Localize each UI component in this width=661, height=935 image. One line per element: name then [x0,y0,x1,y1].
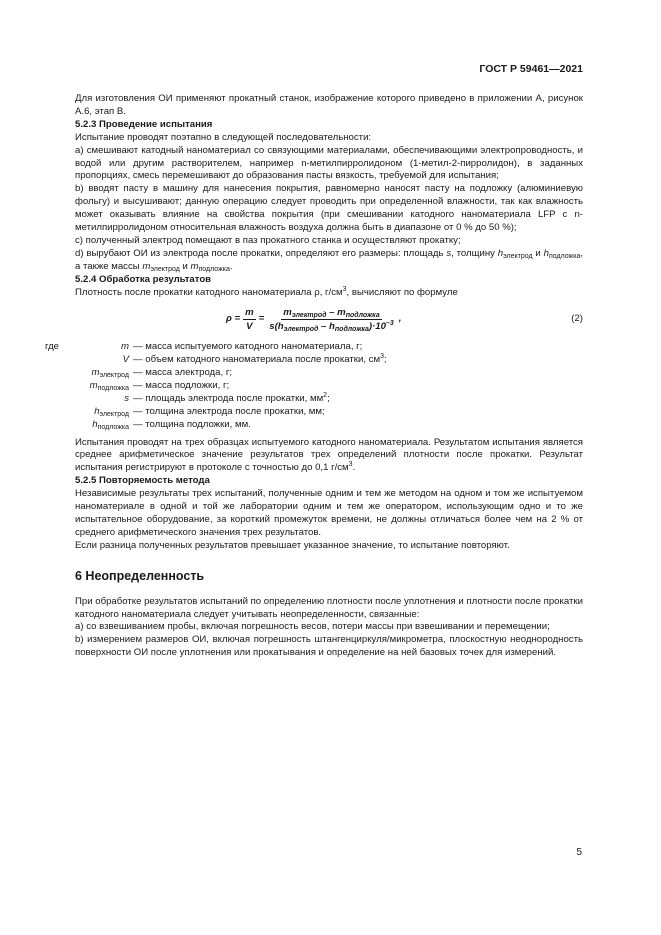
standard-code: ГОСТ Р 59461—2021 [479,63,583,75]
section-5-2-4-lead: Плотность после прокатки катодного наноматериала ρ, $г/см^3$, вычисляют по формуле [75,285,458,298]
legend-description: — масса испытуемого катодного наноматериала, г; [133,340,363,352]
repeat-test-paragraph: Если разница полученных результатов превышает указанное значение, то испытание повторяют. [75,539,510,551]
repeatability-paragraph: Независимые результаты трех испытаний, полученные одним и тем же методом на одном и том же испытуемом наноматериале в одной и той же лаборатории одним и тем же оператором, использующим одно и то же испытательное оборудование, за короткий промежуток времени, не должны отличаться более чем на 2 % от среднего арифметического значения трех результатов. [75,488,583,538]
legend-symbol: $m_{подложка}$ [89,379,129,392]
legend-row [75,366,583,379]
legend-description: — толщина подложки, мм. [133,418,251,430]
section-5-2-5-title: 5.2.5 Повторяемость метода [75,475,210,487]
legend-row [75,379,583,392]
section-6-lead: При обработке результатов испытаний по определению плотности после уплотнения и плотности после прокатки катодного наноматериала следует учитывать неопределенности, связанные: [75,595,583,620]
legend-symbol: $m_{электрод}$ [91,366,129,379]
legend-symbol: $h_{электрод}$ [94,405,129,418]
legend-row [75,392,583,405]
legend-symbol: $h_{подложка}$ [92,418,129,431]
legend-row [75,418,583,431]
legend-symbol: m [121,340,129,352]
density-formula: ρ = $\frac{m}{V}$ = $\frac{m_{электрод} - m_{подложка}}{s(h_{электрод} - h_{подложка})\cdot 10^{-3}}$ , (2) [226,307,583,333]
section-6-title: 6 Неопределенность [75,568,205,583]
legend-row [75,353,583,366]
section-5-2-4-title: 5.2.4 Обработка результатов [75,273,212,285]
legend-row [75,340,583,353]
legend-description: — площадь электрода после прокатки, $мм^2$; [133,391,330,404]
legend-description: — масса подложки, г; [133,379,230,391]
section-5-2-3-lead: Испытание проводят поэтапно в следующей последовательности: [75,131,372,143]
result-paragraph: Испытания проводят на трех образцах испытуемого катодного наноматериала. Результатом испытания является среднее арифметическое значение результатов трех определений плотности после прокатки. Результат испытания регистрируют в протоколе с точностью до 0,1 $г/см^3$. [75,436,583,474]
formula-number: (2) [571,312,583,324]
page-number: 5 [576,847,582,858]
step-c: с) полученный электрод помещают в паз прокатного станка и осуществляют прокатку; [75,234,461,246]
legend-symbol: V [122,353,129,365]
legend-description: — толщина электрода после прокатки, мм; [133,405,325,417]
legend-row [75,405,583,418]
step-a: а) смешивают катодный наноматериал со связующими материалами, обеспечивающими электропроводность, и водой или другим растворителем, например n-метилпирролидоном (1-метил-2-пирролидон), в заданных пропорциях, смесь перемешивают до образования пасты вязкость, требуемой для испытания; [75,144,583,182]
symbol-legend [45,340,583,431]
step-b: b) вводят пасту в машину для нанесения покрытия, равномерно наносят пасту на подложку (алюминиевую фольгу) и высушивают; данную операцию следует проводить при определенной влажности, так как влажность может оказывать влияние на свойства покрытия (при смешивании катодного наноматериала LFP с n-метилпирролидоном относительная влажность воздуха должна быть в диапазоне от 0 % до 50 %); [75,183,583,234]
uncertainty-b: b) измерением размеров ОИ, включая погрешность штангенциркуля/микрометра, плоскостную неоднородность поверхности ОИ после уплотнения или прокатывания и определение на ней базовых точек для измерений. [75,634,583,659]
step-d: d) вырубают ОИ из электрода после прокатки, определяют его размеры: площадь s, толщину $h_{электрод}$ и $h_{подложка}$, а также массы $m_{электрод}$ и $m_{подложка}$. [75,247,584,273]
legend-symbol: s [124,392,129,404]
uncertainty-a: а) со взвешиванием пробы, включая погрешность весов, потери массы при взвешивании и перемещении; [75,621,550,633]
legend-description: — объем катодного наноматериала после прокатки, $см^3$; [133,352,387,365]
where-label: где [45,340,60,352]
legend-description: — масса электрода, г; [133,366,232,378]
document-body [45,93,584,660]
intro-paragraph: Для изготовления ОИ применяют прокатный станок, изображение которого приведено в приложении А, рисунок А.6, этап В. [75,93,583,117]
section-5-2-3-title: 5.2.3 Проведение испытания [75,118,213,130]
